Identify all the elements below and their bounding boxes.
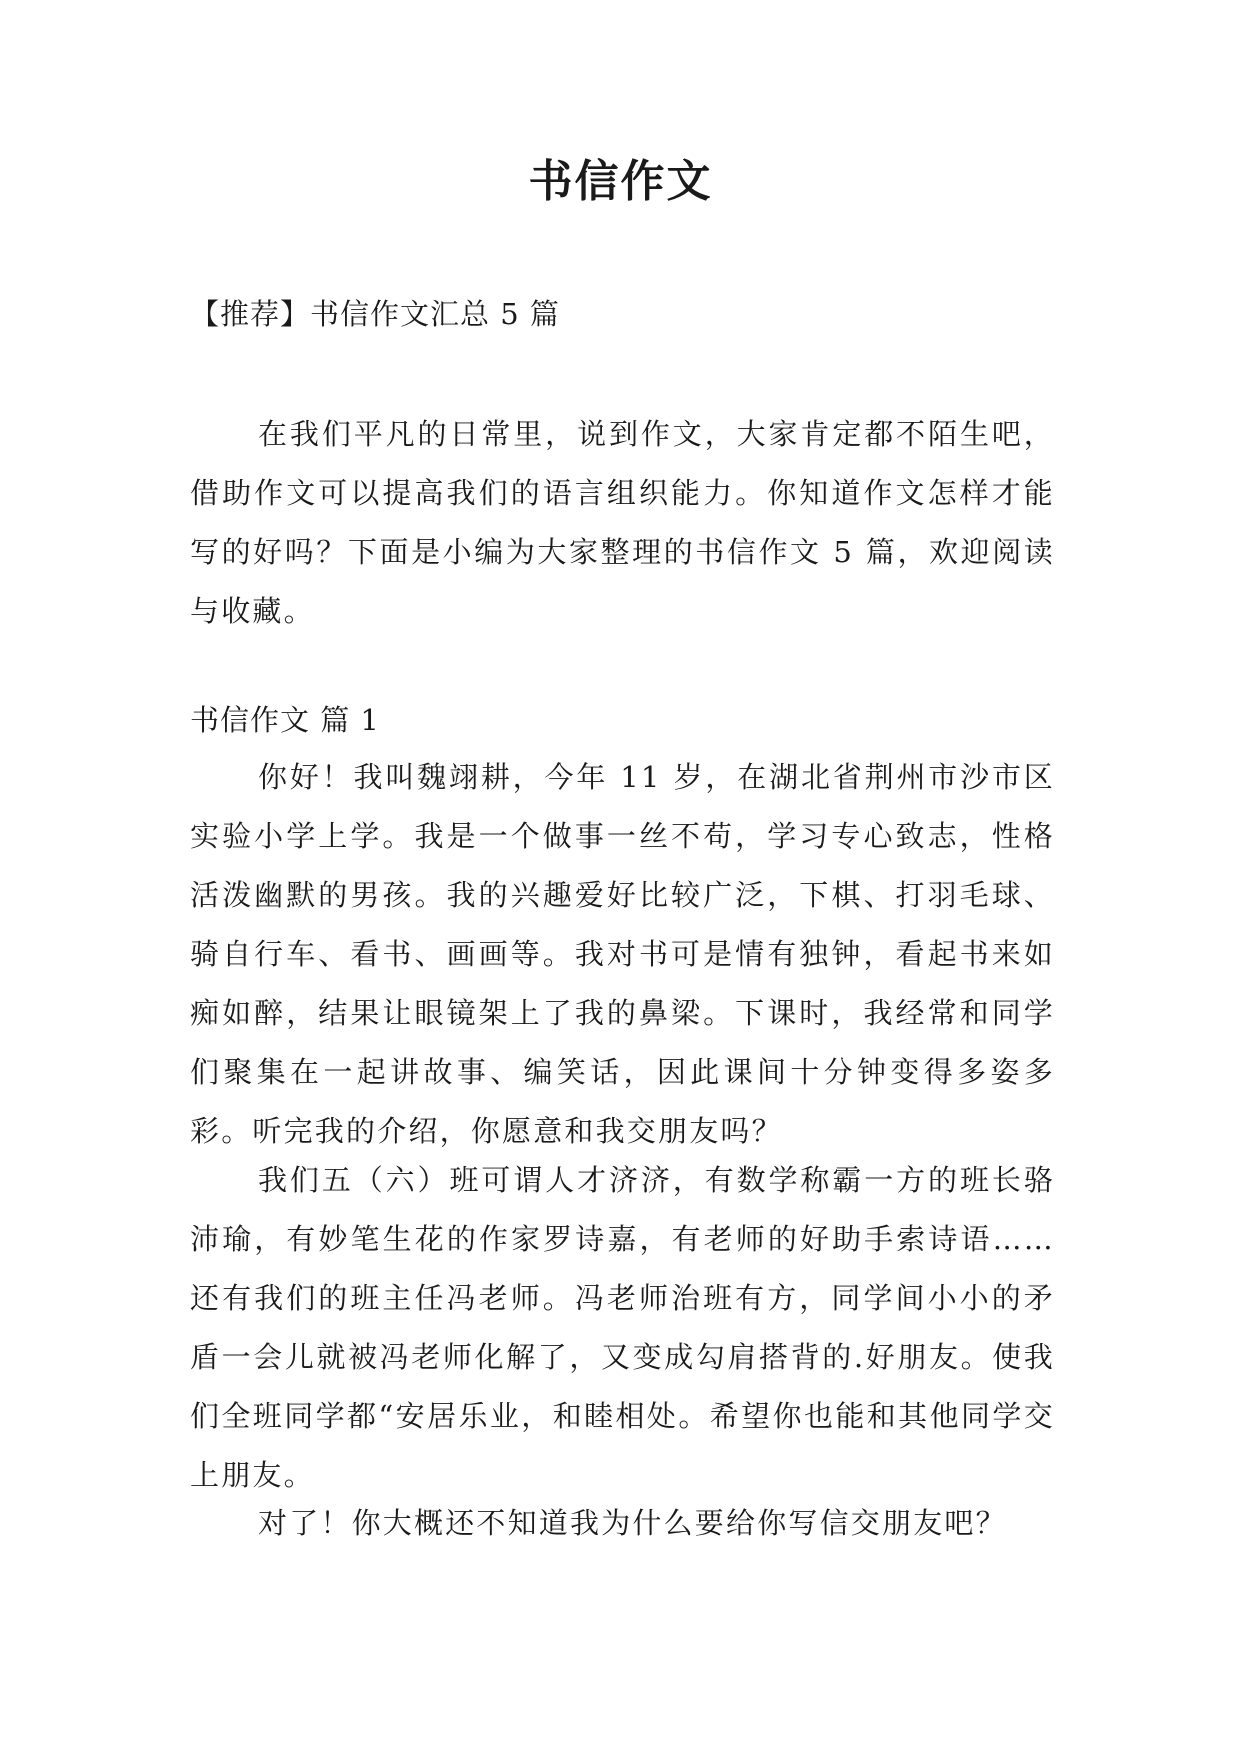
section-heading: 书信作文 篇 1 [190,703,380,737]
body-paragraph: 你好！我叫魏翊耕，今年 11 岁，在湖北省荆州市沙市区实验小学上学。我是一个做事一丝不苟，学习专心致志，性格活泼幽默的男孩。我的兴趣爱好比较广泛，下棋、打羽毛球、骑自行车、看书、画画等。我对书可是情有独钟，看起书来如痴如醉，结果让眼镜架上了我的鼻梁。下课时，我经常和同学们聚集在一起讲故事、编笑话，因此课间十分钟变得多姿多彩。听完我的介绍，你愿意和我交朋友吗？ [190,760,1055,1148]
document-title: 书信作文 [528,156,713,207]
intro-paragraph: 在我们平凡的日常里，说到作文，大家肯定都不陌生吧，借助作文可以提高我们的语言组织能力。你知道作文怎样才能写的好吗？下面是小编为大家整理的书信作文 5 篇，欢迎阅读与收藏。 [190,417,1055,628]
body-paragraph: 对了！你大概还不知道我为什么要给你写信交朋友吧？ [258,1506,1007,1540]
document-subtitle: 【推荐】书信作文汇总 5 篇 [190,297,560,331]
body-paragraph: 我们五（六）班可谓人才济济，有数学称霸一方的班长骆沛瑜，有妙笔生花的作家罗诗嘉，有老师的好助手索诗语……还有我们的班主任冯老师。冯老师治班有方，同学间小小的矛盾一会儿就被冯老师化解了，又变成勾肩搭背的.好朋友。使我们全班同学都“安居乐业，和睦相处。希望你也能和其他同学交上朋友。 [190,1163,1055,1492]
